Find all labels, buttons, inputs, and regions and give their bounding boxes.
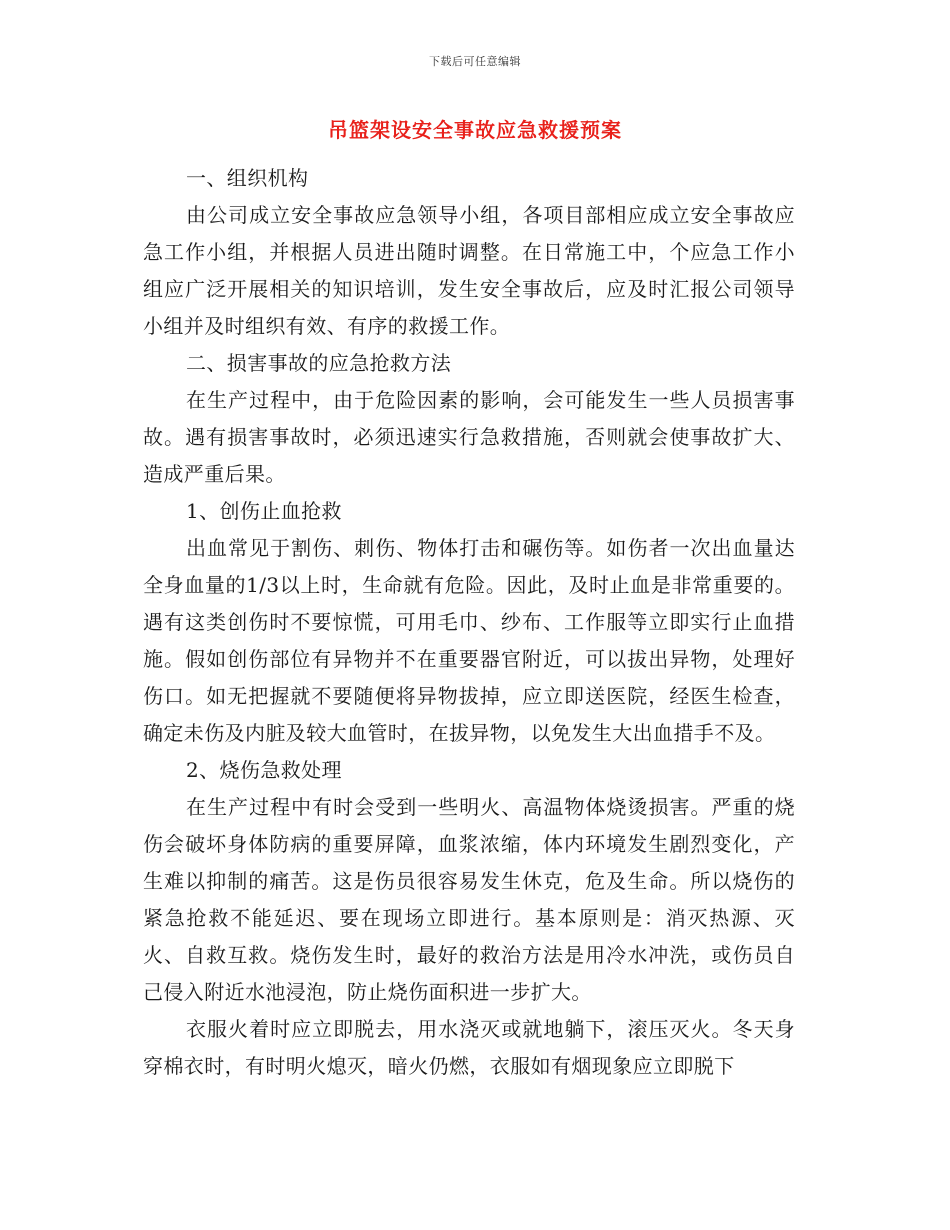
paragraph-burn-treatment: 在生产过程中有时会受到一些明火、高温物体烧烫损害。严重的烧伤会破坏身体防病的重要屏障，血浆浓缩，体内环境发生剧烈变化，产生难以抑制的痛苦。这是伤员很容易发生休克，危及生命。所以烧伤的紧急抢救不能延迟、要在现场立即进行。基本原则是：消灭热源、灭火、自救互救。烧伤发生时，最好的救治方法是用冷水冲洗，或伤员自己侵入附近水池浸泡，防止烧伤面积进一步扩大。 xyxy=(143,795,795,1004)
paragraph-organization: 由公司成立安全事故应急领导小组，各项目部相应成立安全事故应急工作小组，并根据人员进出随时调整。在日常施工中，个应急工作小组应广泛开展相关的知识培训，发生安全事故后，应及时汇报公司领导小组并及时组织有效、有序的救援工作。 xyxy=(143,203,795,338)
section-heading-organization: 一、组织机构 xyxy=(186,166,309,190)
section-heading-emergency-methods: 二、损害事故的应急抢救方法 xyxy=(186,351,452,375)
subheading-burn-treatment: 2、烧伤急救处理 xyxy=(186,758,342,782)
header-note: 下载后可任意编辑 xyxy=(429,55,521,68)
paragraph-emergency-methods: 在生产过程中，由于危险因素的影响，会可能发生一些人员损害事故。遇有损害事故时，必须迅速实行急救措施，否则就会使事故扩大、造成严重后果。 xyxy=(143,388,795,486)
paragraph-clothing-fire: 衣服火着时应立即脱去，用水浇灭或就地躺下，滚压灭火。冬天身穿棉衣时，有时明火熄灭，暗火仍燃，衣服如有烟现象应立即脱下 xyxy=(143,1017,795,1078)
paragraph-wound-bleeding: 出血常见于割伤、刺伤、物体打击和碾伤等。如伤者一次出血量达全身血量的1/3以上时，生命就有危险。因此，及时止血是非常重要的。遇有这类创伤时不要惊慌，可用毛巾、纱布、工作服等立即实行止血措施。假如创伤部位有异物并不在重要器官附近，可以拔出异物，处理好伤口。如无把握就不要随便将异物拔掉，应立即送医院，经医生检查，确定未伤及内脏及较大血管时，在拔异物，以免发生大出血措手不及。 xyxy=(143,536,795,745)
document-body xyxy=(143,160,795,1085)
document-title: 吊篮架设安全事故应急救援预案 xyxy=(328,118,622,142)
subheading-wound-bleeding: 1、创伤止血抢救 xyxy=(186,499,342,523)
